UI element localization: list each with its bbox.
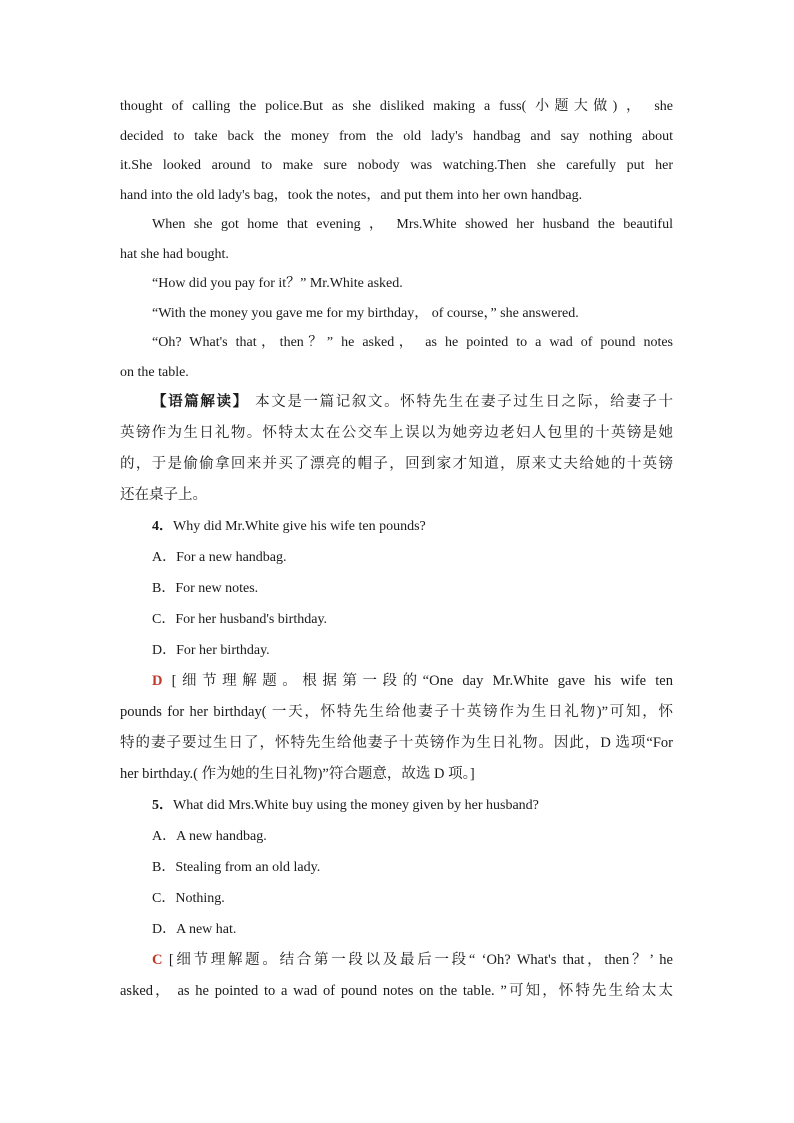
- option-d: D．A new hat.: [152, 922, 237, 937]
- explanation-line: her birthday.( 作为她的生日礼物)”符合题意，故选 D 项。]: [120, 766, 475, 782]
- option-c: C．For her husband's birthday.: [152, 612, 328, 627]
- question-number: 5．: [152, 798, 173, 813]
- analysis-line: 还在桌子上。: [120, 487, 207, 503]
- option-a: A．A new handbag.: [152, 829, 267, 844]
- explanation-line: pounds for her birthday( 一天，怀特先生给他妻子十英镑作为生日礼物)”可知，怀: [120, 704, 673, 720]
- dialog-line: “How did you pay for it？” Mr.White asked.: [152, 276, 403, 291]
- passage-paragraph-1: [120, 92, 673, 210]
- text-line: thought of calling the police.But as she disliked making a fuss( 小题大做) ， she: [120, 99, 673, 114]
- explanation-line: asked， as he pointed to a wad of pound notes on the table. ”可知，怀特先生给太太: [120, 983, 673, 999]
- option-a: A．For a new handbag.: [152, 550, 287, 565]
- analysis-line: 英镑作为生日礼物。怀特太太在公交车上误以为她旁边老妇人包里的十英镑是她: [120, 425, 673, 441]
- question-text: What did Mrs.White buy using the money given by her husband?: [173, 798, 539, 813]
- question-4: [120, 511, 673, 790]
- option-b: B．For new notes.: [152, 581, 259, 596]
- analysis-label: 【语篇解读】: [152, 394, 249, 410]
- analysis-line: 的，于是偷偷拿回来并买了漂亮的帽子，回到家才知道，原来丈夫给她的十英镑: [120, 456, 673, 472]
- text-line: decided to take back the money from the old lady's handbag and say nothing about: [120, 128, 673, 144]
- option-c: C．Nothing.: [152, 891, 225, 906]
- question-text: Why did Mr.White give his wife ten pounds?: [173, 519, 426, 534]
- question-number: 4．: [152, 519, 173, 534]
- answer-letter: D: [152, 673, 163, 689]
- option-b: B．Stealing from an old lady.: [152, 860, 321, 875]
- text-line: it.She looked around to make sure nobody was watching.Then she carefully put her: [120, 158, 673, 173]
- dialog-paragraph: [120, 328, 673, 387]
- passage-paragraph-2: [120, 210, 673, 269]
- dialog-line: on the table.: [120, 364, 189, 380]
- text-line: hat she had bought.: [120, 246, 229, 262]
- dialog-line: “Oh? What's that，then？” he asked， as he pointed to a wad of pound notes: [152, 335, 673, 350]
- dialog-line: “With the money you gave me for my birthday， of course，” she answered.: [152, 305, 579, 321]
- document-page: [120, 92, 673, 1007]
- explanation-line: 特的妻子要过生日了，怀特先生给他妻子十英镑作为生日礼物。因此，D 选项“For: [120, 735, 673, 751]
- answer-letter: C: [152, 952, 163, 968]
- option-d: D．For her birthday.: [152, 643, 270, 658]
- text-line: When she got home that evening ， Mrs.White showed her husband the beautiful: [152, 217, 673, 232]
- discourse-analysis: [120, 387, 673, 511]
- explanation-text: [细节理解题。结合第一段以及最后一段“ ‘Oh? What's that，then？’ he: [162, 952, 673, 968]
- explanation-text: [细节理解题。根据第一段的“One day Mr.White gave his wife ten: [162, 673, 673, 689]
- analysis-text: 本文是一篇记叙文。怀特先生在妻子过生日之际，给妻子十: [248, 394, 674, 410]
- question-5: [120, 790, 673, 1007]
- text-line: hand into the old lady's bag，took the notes，and put them into her own handbag.: [120, 187, 583, 203]
